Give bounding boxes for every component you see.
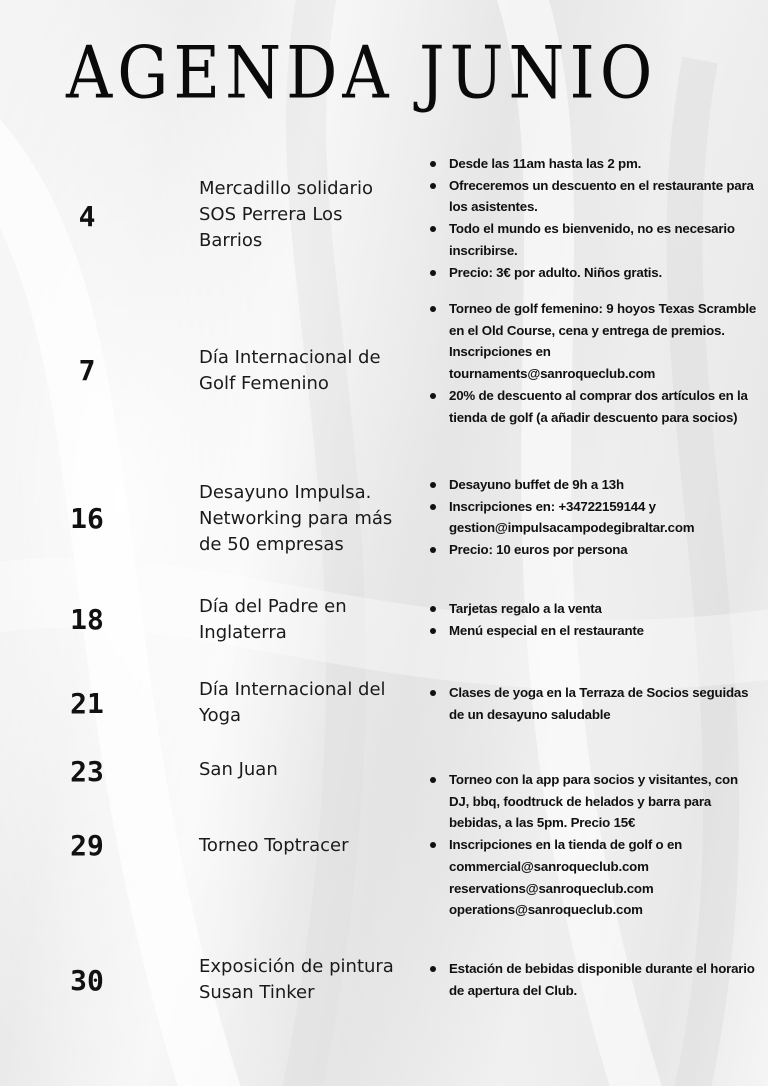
event-day: 23 <box>70 755 104 788</box>
list-item: Precio: 10 euros por persona <box>428 539 758 561</box>
event-day: 30 <box>70 964 104 997</box>
list-item: Ofreceremos un descuento en el restaurante para los asistentes. <box>428 175 758 218</box>
list-item: Tarjetas regalo a la venta <box>428 598 758 620</box>
list-item: Estación de bebidas disponible durante el horario de apertura del Club. <box>428 958 758 1001</box>
list-item: Clases de yoga en la Terraza de Socios seguidas de un desayuno saludable <box>428 682 758 725</box>
list-item: Desayuno buffet de 9h a 13h <box>428 474 758 496</box>
list-item: Torneo de golf femenino: 9 hoyos Texas Scramble en el Old Course, cena y entrega de premios. Inscripciones en tournaments@sanroqueclub.com <box>428 298 758 385</box>
list-item: Inscripciones en: +34722159144 y gestion@impulsacampodegibraltar.com <box>428 496 758 539</box>
event-name: Torneo Toptracer <box>199 835 349 856</box>
list-item: 20% de descuento al comprar dos artículos en la tienda de golf (a añadir descuento para socios) <box>428 385 758 428</box>
event-name: Mercadillo solidario SOS Perrera Los Barrios <box>199 178 373 251</box>
list-item: Menú especial en el restaurante <box>428 620 758 642</box>
list-item: Todo el mundo es bienvenido, no es necesario inscribirse. <box>428 218 758 261</box>
event-day: 16 <box>70 502 104 535</box>
event-day: 21 <box>70 687 104 720</box>
page-title: AGENDA JUNIO <box>66 32 658 116</box>
list-item: Desde las 11am hasta las 2 pm. <box>428 153 758 175</box>
event-name: Día del Padre en Inglaterra <box>199 596 347 643</box>
list-item: Torneo con la app para socios y visitantes, con DJ, bbq, foodtruck de helados y barra para bebidas, a las 5pm. Precio 15€ <box>428 769 758 834</box>
event-name: Exposición de pintura Susan Tinker <box>199 956 394 1003</box>
list-item: Inscripciones en la tienda de golf o en commercial@sanroqueclub.com reservations@sanroqueclub.com operations@sanroqueclub.com <box>428 834 758 921</box>
event-details <box>428 474 758 561</box>
event-day: 29 <box>70 829 104 862</box>
event-name: Día Internacional del Yoga <box>199 679 386 726</box>
event-name: Desayuno Impulsa. Networking para más de 50 empresas <box>199 482 393 555</box>
event-details <box>428 598 758 641</box>
event-day: 4 <box>78 200 96 233</box>
event-day: 7 <box>78 354 96 387</box>
event-details <box>428 958 758 1001</box>
event-details <box>428 298 758 428</box>
event-day: 18 <box>70 603 104 636</box>
event-details <box>428 153 758 283</box>
event-name: Día Internacional de Golf Femenino <box>199 347 381 394</box>
event-details <box>428 682 758 725</box>
list-item: Precio: 3€ por adulto. Niños gratis. <box>428 262 758 284</box>
event-name: San Juan <box>199 759 278 780</box>
event-details <box>428 769 758 921</box>
